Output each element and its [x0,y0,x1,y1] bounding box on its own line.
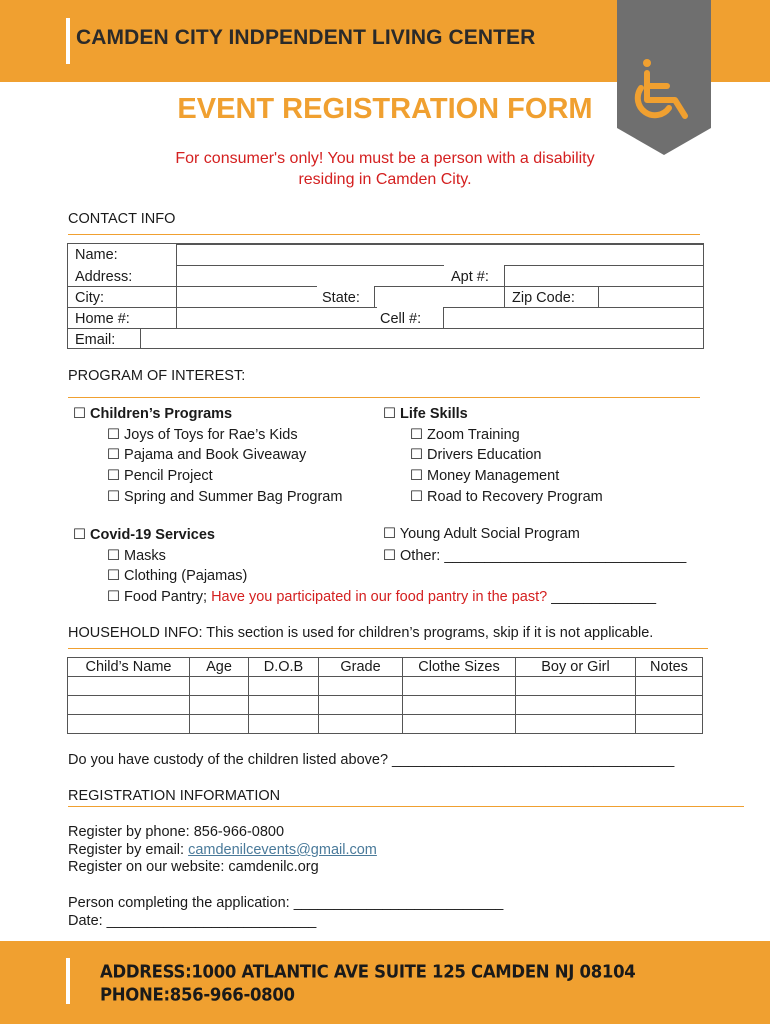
drivers-education-checkbox[interactable]: ☐ Drivers Education [410,447,542,463]
table-cell[interactable] [403,696,516,715]
table-cell[interactable] [319,715,403,734]
joys-of-toys-checkbox[interactable]: ☐ Joys of Toys for Rae’s Kids [107,427,298,443]
col-notes: Notes [636,658,703,677]
household-table [67,657,703,734]
food-pantry-answer[interactable]: _____________ [551,589,657,605]
children-programs-label: Children’s Programs [90,406,233,422]
table-cell[interactable] [190,696,249,715]
covid-services-label: Covid-19 Services [90,527,215,543]
zip-field[interactable] [598,286,704,308]
cell-label: Cell #: [380,311,422,327]
subtitle-line-2: residing in Camden City. [298,171,472,188]
org-name: CAMDEN CITY INDPENDENT LIVING CENTER [76,26,536,49]
money-management-checkbox[interactable]: ☐ Money Management [410,468,560,484]
home-field[interactable] [176,307,377,329]
table-row [68,715,703,734]
program-divider [68,397,700,398]
pajama-book-label: Pajama and Book Giveaway [124,447,307,463]
joys-of-toys-label: Joys of Toys for Rae’s Kids [124,427,298,443]
masks-label: Masks [124,548,166,564]
table-row [68,677,703,696]
food-pantry-checkbox[interactable]: ☐ Food Pantry; Have you participated in our food pantry in the past? _____________ [107,589,657,605]
table-cell[interactable] [249,715,319,734]
col-grade: Grade [319,658,403,677]
pencil-project-checkbox[interactable]: ☐ Pencil Project [107,468,213,484]
state-field[interactable] [374,286,505,308]
covid-services-checkbox[interactable]: ☐ Covid-19 Services [73,527,215,543]
food-pantry-label: Food Pantry; [124,589,208,605]
row-line [68,328,140,329]
drivers-education-label: Drivers Education [427,447,542,463]
state-label: State: [322,290,360,306]
road-to-recovery-label: Road to Recovery Program [427,489,603,505]
table-cell[interactable] [403,715,516,734]
zoom-training-checkbox[interactable]: ☐ Zoom Training [410,427,520,443]
life-skills-label: Life Skills [400,406,468,422]
household-header-row [68,658,703,677]
spring-summer-bag-checkbox[interactable]: ☐ Spring and Summer Bag Program [107,489,343,505]
footer-divider [66,958,70,1004]
email-label: Email: [75,332,116,348]
household-divider [68,648,708,649]
clothing-checkbox[interactable]: ☐ Clothing (Pajamas) [107,568,248,584]
home-label: Home #: [75,311,130,327]
email-link[interactable]: camdenilcevents@gmail.com [188,842,377,858]
col-boy-or-girl: Boy or Girl [516,658,636,677]
contact-divider [68,234,700,235]
program-heading: PROGRAM OF INTEREST: [68,368,246,384]
person-completing[interactable]: Person completing the application: __________________________ [68,895,504,911]
table-cell[interactable] [249,696,319,715]
children-programs-checkbox[interactable]: ☐ Children’s Programs [73,406,233,422]
col-age: Age [190,658,249,677]
spring-summer-bag-label: Spring and Summer Bag Program [124,489,343,505]
subtitle-line-1: For consumer's only! You must be a person with a disability [175,150,595,167]
household-heading: HOUSEHOLD INFO: This section is used for children’s programs, skip if it is not applicable. [68,625,654,641]
col-dob: D.O.B [249,658,319,677]
header-divider [66,18,70,64]
city-label: City: [75,290,104,306]
row-line [68,286,176,287]
road-to-recovery-checkbox[interactable]: ☐ Road to Recovery Program [410,489,603,505]
name-label: Name: [75,247,118,263]
wheelchair-banner [617,0,711,155]
table-cell[interactable] [636,696,703,715]
life-skills-checkbox[interactable]: ☐ Life Skills [383,406,468,422]
footer-bar [0,941,770,1024]
table-cell[interactable] [516,696,636,715]
address-field[interactable] [176,265,444,287]
form-title: EVENT REGISTRATION FORM [177,93,593,125]
pajama-book-checkbox[interactable]: ☐ Pajama and Book Giveaway [107,447,307,463]
date-field[interactable]: Date: __________________________ [68,913,317,929]
table-cell[interactable] [403,677,516,696]
young-adult-checkbox[interactable]: ☐ Young Adult Social Program [383,526,580,542]
col-childs-name: Child’s Name [68,658,190,677]
city-field[interactable] [176,286,317,308]
registration-divider [68,806,744,807]
table-cell[interactable] [68,715,190,734]
email-field[interactable] [140,328,704,349]
register-email-prefix: Register by email: [68,842,189,858]
subtitle [100,148,670,190]
table-cell[interactable] [190,677,249,696]
young-adult-label: Young Adult Social Program [399,526,580,542]
contact-table [67,243,704,349]
register-phone: Register by phone: 856-966-0800 [68,824,285,840]
other-checkbox[interactable]: ☐ Other: ______________________________ [383,548,687,564]
table-cell[interactable] [68,696,190,715]
zoom-training-label: Zoom Training [427,427,520,443]
register-website: Register on our website: camdenilc.org [68,859,319,875]
footer-phone: PHONE:856-966-0800 [100,984,295,1005]
custody-question[interactable]: Do you have custody of the children listed above? ___________________________________ [68,752,675,768]
table-cell[interactable] [190,715,249,734]
col-clothe-sizes: Clothe Sizes [403,658,516,677]
table-cell[interactable] [319,677,403,696]
apt-label: Apt #: [451,269,489,285]
table-cell[interactable] [68,677,190,696]
clothing-label: Clothing (Pajamas) [124,568,248,584]
masks-checkbox[interactable]: ☐ Masks [107,548,166,564]
row-cell [504,286,599,308]
apt-field[interactable] [504,265,704,287]
pencil-project-label: Pencil Project [124,468,213,484]
register-email [68,842,377,858]
cell-field[interactable] [443,307,704,329]
footer-address: ADDRESS:1000 ATLANTIC AVE SUITE 125 CAMDEN NJ 08104 [100,961,636,982]
other-label: Other: ______________________________ [400,548,687,564]
name-field[interactable] [176,244,704,266]
zip-label: Zip Code: [512,290,575,306]
address-label: Address: [75,269,133,285]
registration-heading: REGISTRATION INFORMATION [68,788,281,804]
table-cell[interactable] [636,677,703,696]
table-cell[interactable] [516,677,636,696]
food-pantry-question: Have you participated in our food pantry in the past? [211,589,548,605]
contact-heading: CONTACT INFO [68,211,176,227]
table-row [68,696,703,715]
row-line [68,307,176,308]
table-cell[interactable] [319,696,403,715]
table-cell[interactable] [636,715,703,734]
money-management-label: Money Management [427,468,560,484]
table-cell[interactable] [516,715,636,734]
table-cell[interactable] [249,677,319,696]
